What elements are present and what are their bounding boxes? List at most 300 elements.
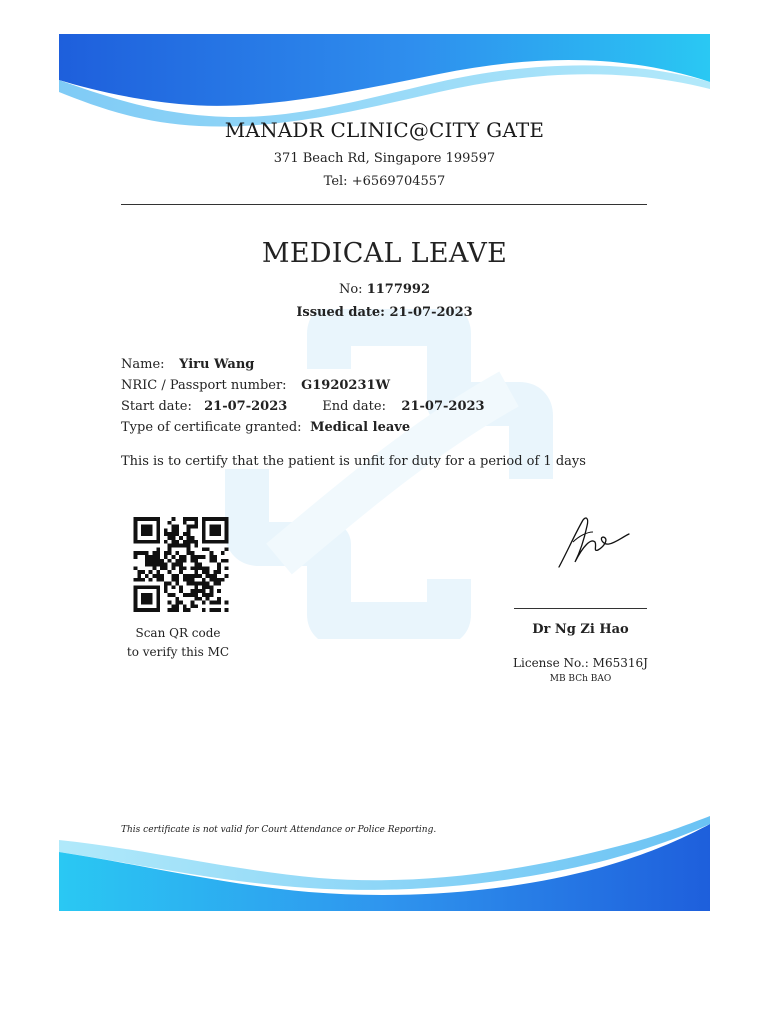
qr-module: [194, 585, 198, 589]
qr-module: [217, 563, 221, 567]
qr-module: [194, 521, 198, 525]
qr-module: [225, 559, 229, 563]
qr-module: [160, 566, 164, 570]
qr-module: [213, 559, 217, 563]
qr-module: [187, 532, 191, 536]
qr-module: [194, 582, 198, 586]
qr-module: [145, 597, 149, 601]
qr-module: [191, 536, 195, 540]
qr-module: [213, 582, 217, 586]
qr-module: [191, 582, 195, 586]
qr-module: [149, 585, 153, 589]
qr-module: [141, 540, 145, 544]
qr-module: [164, 551, 168, 555]
qr-module: [191, 604, 195, 608]
qr-module: [206, 585, 210, 589]
certificate-page: [59, 34, 710, 911]
qr-module: [156, 525, 160, 529]
qr-module: [153, 517, 157, 521]
qr-module: [172, 585, 176, 589]
qr-module: [213, 570, 217, 574]
qr-module: [134, 532, 138, 536]
qr-module: [141, 593, 145, 597]
qr-module: [137, 574, 141, 578]
qr-module: [145, 608, 149, 612]
qr-module: [156, 608, 160, 612]
qr-module: [191, 525, 195, 529]
qr-module: [172, 536, 176, 540]
qr-module: [210, 593, 214, 597]
qr-module: [164, 540, 168, 544]
qr-module: [213, 601, 217, 605]
qr-module: [134, 585, 138, 589]
qr-module: [145, 574, 149, 578]
qr-module: [172, 593, 176, 597]
qr-module: [206, 570, 210, 574]
qr-module: [225, 601, 229, 605]
qr-module: [217, 597, 221, 601]
qr-module: [168, 544, 172, 548]
qr-module: [156, 593, 160, 597]
qr-module: [217, 517, 221, 521]
qr-module: [183, 555, 187, 559]
qr-module: [194, 604, 198, 608]
qr-module: [156, 578, 160, 582]
patient-name-label: Name:: [121, 357, 165, 372]
qr-module: [172, 604, 176, 608]
qr-module: [187, 536, 191, 540]
qr-module: [213, 540, 217, 544]
qr-module: [225, 566, 229, 570]
qr-module: [225, 525, 229, 529]
qr-module: [225, 547, 229, 551]
qr-caption-line-2: to verify this MC: [126, 645, 230, 659]
qr-module: [187, 578, 191, 582]
qr-module: [198, 555, 202, 559]
patient-name-row: [121, 357, 254, 372]
qr-module: [137, 578, 141, 582]
qr-module: [156, 517, 160, 521]
certificate-type-row: [121, 420, 410, 435]
qr-module: [141, 608, 145, 612]
qr-module: [210, 555, 214, 559]
qr-module: [153, 574, 157, 578]
qr-module: [210, 608, 214, 612]
qr-module: [194, 525, 198, 529]
qr-module: [149, 517, 153, 521]
qr-module: [217, 532, 221, 536]
qr-module: [172, 517, 176, 521]
qr-module: [156, 601, 160, 605]
qr-module: [175, 582, 179, 586]
qr-module: [217, 578, 221, 582]
qr-module: [164, 585, 168, 589]
qr-module: [202, 589, 206, 593]
qr-module: [183, 532, 187, 536]
qr-module: [191, 551, 195, 555]
qr-module: [164, 563, 168, 567]
qr-module: [145, 551, 149, 555]
certificate-type-value: Medical leave: [310, 420, 411, 435]
qr-module: [191, 517, 195, 521]
qr-module: [175, 525, 179, 529]
qr-module: [179, 570, 183, 574]
qr-module: [217, 589, 221, 593]
qr-module: [156, 597, 160, 601]
qr-module: [168, 608, 172, 612]
qr-module: [145, 540, 149, 544]
qr-module: [160, 578, 164, 582]
qr-module: [156, 574, 160, 578]
signature-line: [514, 608, 647, 609]
qr-module: [137, 570, 141, 574]
doctor-qualifications: MB BCh BAO: [549, 674, 612, 684]
qr-module: [194, 597, 198, 601]
qr-module: [168, 570, 172, 574]
qr-module: [168, 559, 172, 563]
qr-module: [191, 566, 195, 570]
qr-module: [187, 547, 191, 551]
qr-module: [156, 604, 160, 608]
qr-module: [156, 570, 160, 574]
qr-module: [217, 566, 221, 570]
qr-module: [198, 589, 202, 593]
qr-module: [194, 589, 198, 593]
qr-module: [168, 593, 172, 597]
qr-module: [137, 551, 141, 555]
qr-module: [164, 532, 168, 536]
qr-module: [194, 555, 198, 559]
qr-module: [213, 574, 217, 578]
qr-module: [134, 604, 138, 608]
qr-module: [134, 601, 138, 605]
qr-module: [172, 555, 176, 559]
qr-module: [156, 547, 160, 551]
qr-module: [183, 593, 187, 597]
qr-module: [202, 521, 206, 525]
qr-module: [164, 566, 168, 570]
qr-module: [191, 540, 195, 544]
verification-qr-code[interactable]: [131, 517, 231, 612]
qr-module: [217, 525, 221, 529]
qr-module: [149, 540, 153, 544]
certificate-number-label: No:: [338, 282, 363, 297]
qr-module: [187, 525, 191, 529]
qr-module: [175, 574, 179, 578]
qr-module: [156, 589, 160, 593]
qr-module: [202, 536, 206, 540]
qr-module: [134, 525, 138, 529]
qr-module: [183, 566, 187, 570]
qr-module: [134, 608, 138, 612]
qr-module: [187, 540, 191, 544]
qr-module: [221, 578, 225, 582]
issued-date: [59, 305, 710, 320]
qr-module: [225, 608, 229, 612]
qr-module: [145, 555, 149, 559]
qr-module: [221, 517, 225, 521]
qr-module: [225, 540, 229, 544]
certificate-number-value: 1177992: [366, 282, 431, 297]
qr-module: [156, 528, 160, 532]
qr-module: [206, 582, 210, 586]
qr-module: [179, 589, 183, 593]
qr-module: [194, 570, 198, 574]
qr-module: [221, 540, 225, 544]
qr-module: [198, 563, 202, 567]
header-divider: [121, 204, 647, 205]
qr-module: [153, 566, 157, 570]
qr-module: [194, 544, 198, 548]
qr-module: [202, 593, 206, 597]
qr-module: [210, 551, 214, 555]
qr-module: [225, 574, 229, 578]
qr-module: [210, 578, 214, 582]
qr-module: [145, 601, 149, 605]
qr-module: [202, 601, 206, 605]
qr-module: [156, 585, 160, 589]
qr-module: [160, 574, 164, 578]
qr-module: [194, 559, 198, 563]
qr-module: [137, 517, 141, 521]
qr-module: [149, 528, 153, 532]
qr-module: [145, 559, 149, 563]
qr-module: [191, 601, 195, 605]
qr-module: [194, 566, 198, 570]
qr-module: [206, 547, 210, 551]
qr-module: [134, 566, 138, 570]
qr-module: [187, 593, 191, 597]
clinic-address: 371 Beach Rd, Singapore 199597: [273, 151, 496, 166]
qr-module: [202, 608, 206, 612]
qr-module: [183, 608, 187, 612]
qr-module: [221, 559, 225, 563]
qr-module: [156, 563, 160, 567]
qr-module: [217, 570, 221, 574]
qr-module: [210, 517, 214, 521]
qr-module: [149, 559, 153, 563]
qr-module: [183, 517, 187, 521]
qr-module: [153, 540, 157, 544]
qr-module: [141, 570, 145, 574]
qr-module: [156, 555, 160, 559]
qr-module: [168, 601, 172, 605]
qr-module: [187, 608, 191, 612]
qr-module: [198, 597, 202, 601]
leave-dates-row: [121, 399, 485, 414]
qr-module: [175, 528, 179, 532]
qr-module: [153, 551, 157, 555]
qr-module: [164, 589, 168, 593]
qr-module: [187, 582, 191, 586]
qr-module: [183, 544, 187, 548]
patient-id-row: [121, 378, 390, 393]
qr-module: [210, 528, 214, 532]
qr-module: [153, 555, 157, 559]
qr-module: [134, 555, 138, 559]
qr-module: [179, 544, 183, 548]
qr-module: [198, 582, 202, 586]
qr-module: [145, 593, 149, 597]
qr-module: [168, 536, 172, 540]
qr-module: [172, 525, 176, 529]
cross-watermark: [219, 309, 559, 639]
qr-module: [179, 601, 183, 605]
qr-module: [134, 540, 138, 544]
qr-module: [149, 525, 153, 529]
qr-module: [213, 517, 217, 521]
issued-date-value: 21-07-2023: [389, 305, 473, 320]
qr-module: [145, 585, 149, 589]
qr-module: [153, 559, 157, 563]
start-date-label: Start date:: [121, 399, 192, 414]
qr-module: [172, 544, 176, 548]
qr-module: [179, 536, 183, 540]
qr-module: [164, 582, 168, 586]
qr-module: [179, 559, 183, 563]
qr-module: [168, 582, 172, 586]
qr-module: [164, 555, 168, 559]
certificate-number: [59, 282, 710, 297]
qr-module: [137, 540, 141, 544]
qr-module: [172, 528, 176, 532]
qr-module: [202, 547, 206, 551]
qr-module: [213, 532, 217, 536]
doctor-signature: [553, 512, 633, 572]
qr-module: [187, 551, 191, 555]
qr-module: [145, 532, 149, 536]
qr-module: [206, 566, 210, 570]
qr-module: [141, 528, 145, 532]
qr-module: [141, 517, 145, 521]
qr-module: [175, 559, 179, 563]
qr-module: [206, 574, 210, 578]
qr-module: [134, 593, 138, 597]
qr-module: [145, 528, 149, 532]
qr-module: [202, 578, 206, 582]
qr-module: [194, 517, 198, 521]
qr-module: [213, 525, 217, 529]
qr-module: [206, 597, 210, 601]
qr-module: [213, 608, 217, 612]
qr-module: [172, 578, 176, 582]
qr-module: [134, 528, 138, 532]
qr-module: [149, 593, 153, 597]
qr-module: [194, 593, 198, 597]
qr-module: [183, 540, 187, 544]
qr-module: [141, 551, 145, 555]
qr-module: [202, 528, 206, 532]
qr-module: [213, 528, 217, 532]
clinic-telephone: Tel: +6569704557: [323, 174, 446, 189]
qr-module: [134, 551, 138, 555]
qr-module: [213, 555, 217, 559]
qr-module: [149, 597, 153, 601]
qr-module: [134, 597, 138, 601]
qr-module: [141, 597, 145, 601]
qr-module: [206, 593, 210, 597]
qr-module: [156, 540, 160, 544]
qr-module: [175, 544, 179, 548]
qr-module: [221, 551, 225, 555]
qr-module: [225, 528, 229, 532]
qr-module: [164, 528, 168, 532]
qr-module: [168, 521, 172, 525]
qr-module: [153, 608, 157, 612]
qr-module: [149, 608, 153, 612]
qr-module: [202, 517, 206, 521]
patient-id-value: G1920231W: [301, 378, 391, 393]
qr-module: [156, 536, 160, 540]
fitness-statement: This is to certify that the patient is unfit for duty for a period of 1 days: [121, 454, 586, 469]
qr-module: [225, 521, 229, 525]
qr-module: [187, 544, 191, 548]
qr-module: [172, 532, 176, 536]
doctor-name: Dr Ng Zi Hao: [532, 622, 629, 637]
start-date-value: 21-07-2023: [204, 399, 288, 414]
bottom-wave-banner: [59, 812, 710, 911]
qr-module: [210, 540, 214, 544]
qr-module: [179, 585, 183, 589]
qr-module: [210, 559, 214, 563]
qr-module: [210, 589, 214, 593]
qr-caption-line-1: Scan QR code: [135, 626, 221, 640]
validity-disclaimer: This certificate is not valid for Court Attendance or Police Reporting.: [121, 825, 437, 835]
issued-date-label: Issued date:: [296, 305, 385, 320]
qr-module: [191, 555, 195, 559]
qr-module: [198, 574, 202, 578]
qr-module: [149, 532, 153, 536]
qr-module: [145, 517, 149, 521]
qr-module: [141, 578, 145, 582]
qr-module: [156, 532, 160, 536]
qr-module: [175, 604, 179, 608]
qr-module: [210, 601, 214, 605]
qr-module: [134, 536, 138, 540]
qr-module: [213, 578, 217, 582]
certificate-title: MEDICAL LEAVE: [261, 238, 508, 269]
qr-module: [175, 608, 179, 612]
qr-module: [160, 563, 164, 567]
qr-module: [168, 532, 172, 536]
qr-module: [183, 578, 187, 582]
qr-module: [160, 559, 164, 563]
qr-module: [202, 585, 206, 589]
qr-module: [225, 517, 229, 521]
qr-module: [206, 517, 210, 521]
end-date-value: 21-07-2023: [401, 399, 485, 414]
qr-module: [141, 601, 145, 605]
qr-module: [137, 585, 141, 589]
qr-module: [134, 517, 138, 521]
qr-module: [183, 604, 187, 608]
qr-module: [168, 551, 172, 555]
end-date-label: End date:: [322, 399, 386, 414]
qr-module: [210, 574, 214, 578]
qr-module: [145, 563, 149, 567]
qr-module: [217, 582, 221, 586]
qr-module: [187, 574, 191, 578]
qr-module: [194, 563, 198, 567]
qr-module: [183, 574, 187, 578]
qr-module: [206, 540, 210, 544]
qr-module: [153, 563, 157, 567]
qr-module: [141, 525, 145, 529]
qr-module: [175, 532, 179, 536]
qr-module: [149, 563, 153, 567]
qr-module: [191, 589, 195, 593]
qr-module: [210, 585, 214, 589]
